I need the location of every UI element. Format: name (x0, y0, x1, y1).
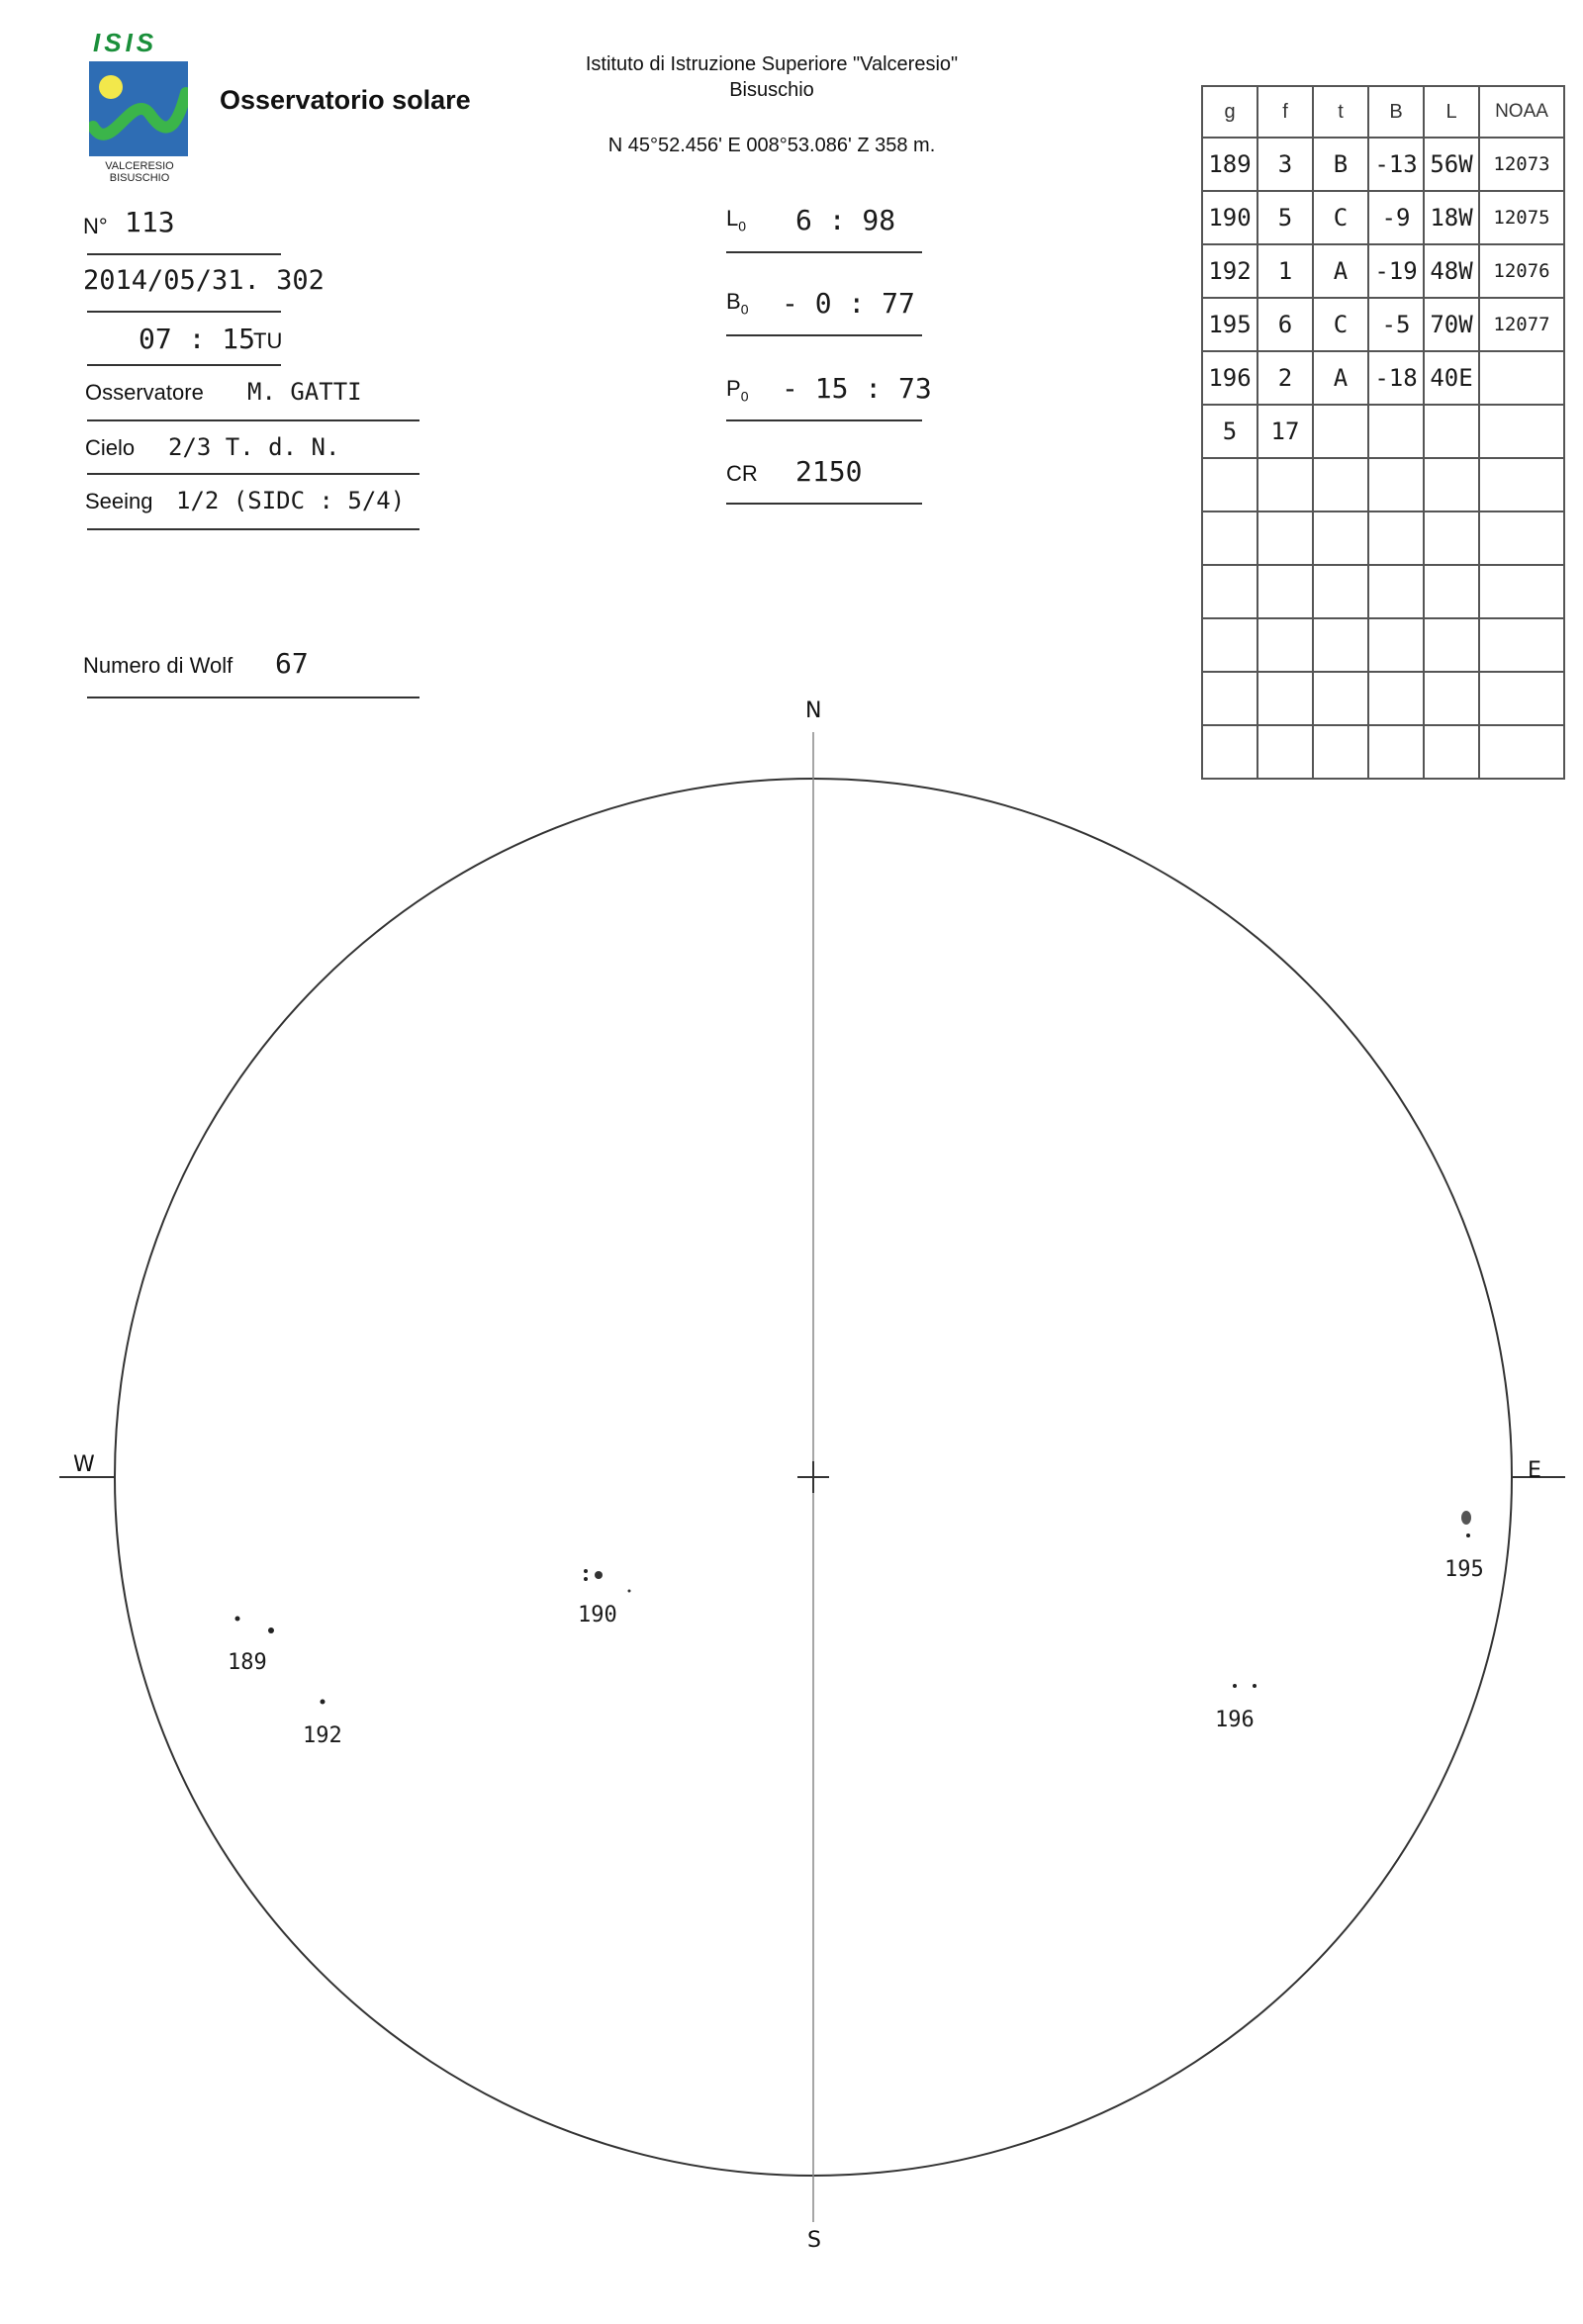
sunspot (628, 1590, 631, 1593)
sunspot (1233, 1684, 1237, 1688)
divider (726, 419, 922, 421)
sunspot-group-table (1201, 85, 1565, 780)
sunspot (235, 1617, 240, 1622)
logo-graphic (89, 61, 188, 156)
table-cell: 56W (1424, 138, 1479, 191)
p0-value: - 15 : 73 (782, 372, 932, 405)
table-cell: 196 (1202, 351, 1257, 405)
column-header: f (1257, 86, 1313, 138)
table-cell (1313, 565, 1368, 618)
table-row (1202, 244, 1564, 298)
sunspot (1253, 1684, 1257, 1688)
table-cell (1202, 565, 1257, 618)
table-cell: 17 (1257, 405, 1313, 458)
table-cell (1479, 351, 1564, 405)
observer-name: M. GATTI (247, 378, 362, 406)
table-cell (1368, 458, 1424, 511)
table-cell: 12073 (1479, 138, 1564, 191)
table-cell: 48W (1424, 244, 1479, 298)
divider (87, 253, 281, 255)
table-cell: 190 (1202, 191, 1257, 244)
column-header: L (1424, 86, 1479, 138)
table-cell: -9 (1368, 191, 1424, 244)
column-header: t (1313, 86, 1368, 138)
sunspot-group-label: 192 (303, 1723, 342, 1748)
table-cell: 5 (1257, 191, 1313, 244)
sky-value: 2/3 T. d. N. (168, 433, 340, 461)
divider (87, 311, 281, 313)
sunspot (321, 1700, 326, 1705)
l0-value: 6 : 98 (795, 204, 896, 236)
divider (87, 419, 419, 421)
divider (87, 473, 419, 475)
observer-label: Osservatore (85, 380, 204, 405)
table-row (1202, 405, 1564, 458)
table-cell: 12076 (1479, 244, 1564, 298)
table-cell (1479, 458, 1564, 511)
table-row (1202, 511, 1564, 565)
table-cell: 40E (1424, 351, 1479, 405)
sunspot (1461, 1511, 1471, 1525)
table-row (1202, 298, 1564, 351)
table-cell (1424, 618, 1479, 672)
table-cell: 70W (1424, 298, 1479, 351)
table-cell (1313, 511, 1368, 565)
seeing-label: Seeing (85, 489, 153, 513)
station-coordinates: N 45°52.456' E 008°53.086' Z 358 m. (607, 135, 936, 156)
sky-label: Cielo (85, 435, 136, 460)
sunspot (595, 1571, 603, 1579)
table-cell (1257, 511, 1313, 565)
table-cell: 195 (1202, 298, 1257, 351)
south-label: S (807, 2228, 821, 2253)
table-cell (1479, 405, 1564, 458)
observation-date: 2014/05/31. 302 (83, 265, 325, 296)
table-cell: 189 (1202, 138, 1257, 191)
table-cell (1368, 565, 1424, 618)
table-cell (1257, 458, 1313, 511)
table-cell: 12077 (1479, 298, 1564, 351)
table-cell (1202, 458, 1257, 511)
table-cell (1368, 511, 1424, 565)
table-cell (1202, 511, 1257, 565)
table-cell (1479, 511, 1564, 565)
column-header: B (1368, 86, 1424, 138)
table-cell: B (1313, 138, 1368, 191)
table-row (1202, 618, 1564, 672)
table-cell (1313, 405, 1368, 458)
table-cell: A (1313, 351, 1368, 405)
table-row (1202, 565, 1564, 618)
table-row (1202, 138, 1564, 191)
sunspot (268, 1627, 274, 1633)
sunspot (1466, 1534, 1470, 1537)
east-label: E (1528, 1458, 1541, 1483)
logo-caption: VALCERESIO BISUSCHIO (105, 160, 174, 184)
north-label: N (805, 698, 822, 723)
cr-label: CR (726, 461, 758, 486)
table-cell (1424, 405, 1479, 458)
divider (87, 364, 281, 366)
time-unit: TU (253, 328, 283, 353)
column-header: NOAA (1479, 86, 1564, 138)
station-title: Osservatorio solare (220, 85, 471, 115)
sunspot-group-label: 195 (1444, 1557, 1484, 1582)
table-cell: 1 (1257, 244, 1313, 298)
wolf-number-label: Numero di Wolf (83, 653, 233, 678)
carrington-rotation: 2150 (795, 455, 863, 488)
table-cell: -19 (1368, 244, 1424, 298)
wave-icon (89, 61, 188, 156)
table-cell: 3 (1257, 138, 1313, 191)
sunspot-group-label: 189 (228, 1650, 267, 1675)
b0-label: $B_0$ (726, 289, 749, 318)
divider (87, 528, 419, 530)
table-row (1202, 351, 1564, 405)
table-cell: 6 (1257, 298, 1313, 351)
divider (726, 334, 922, 336)
divider (726, 251, 922, 253)
logo-brand: ISIS (93, 28, 158, 57)
wolf-number: 67 (275, 647, 309, 680)
sunspot-group-label: 196 (1215, 1708, 1255, 1732)
observation-time: 07 : 15 (139, 323, 256, 355)
table-cell: 5 (1202, 405, 1257, 458)
table-cell (1479, 618, 1564, 672)
table-cell: C (1313, 298, 1368, 351)
table-cell (1257, 565, 1313, 618)
table-cell (1313, 618, 1368, 672)
divider (726, 503, 922, 505)
west-label: W (73, 1452, 95, 1477)
table-cell (1257, 618, 1313, 672)
sunspot (584, 1577, 588, 1581)
b0-value: - 0 : 77 (782, 287, 915, 320)
table-cell (1368, 405, 1424, 458)
table-cell (1424, 458, 1479, 511)
institute-logo (85, 28, 194, 184)
sunspot-group-label: 190 (578, 1603, 617, 1627)
l0-label: $L_0$ (726, 206, 747, 234)
table-cell: -13 (1368, 138, 1424, 191)
p0-label: $P_0$ (726, 376, 749, 405)
table-cell (1424, 511, 1479, 565)
table-cell (1202, 618, 1257, 672)
table-cell (1313, 458, 1368, 511)
table-row (1202, 458, 1564, 511)
table-cell: C (1313, 191, 1368, 244)
table-cell: A (1313, 244, 1368, 298)
table-cell: 18W (1424, 191, 1479, 244)
seeing-value: 1/2 (SIDC : 5/4) (176, 487, 406, 514)
table-row (1202, 191, 1564, 244)
table-cell (1424, 565, 1479, 618)
table-header-row (1202, 86, 1564, 138)
table-cell (1479, 565, 1564, 618)
solar-disk-drawing (0, 693, 1583, 2324)
record-number: 113 (125, 206, 175, 238)
number-label: N° (83, 214, 108, 238)
table-cell: -5 (1368, 298, 1424, 351)
column-header: g (1202, 86, 1257, 138)
table-cell: -18 (1368, 351, 1424, 405)
table-cell: 2 (1257, 351, 1313, 405)
institute-name: Istituto di Istruzione Superiore "Valceresio" Bisuschio (585, 53, 959, 101)
table-cell: 192 (1202, 244, 1257, 298)
table-cell (1368, 618, 1424, 672)
sunspot (584, 1569, 588, 1573)
table-cell: 12075 (1479, 191, 1564, 244)
